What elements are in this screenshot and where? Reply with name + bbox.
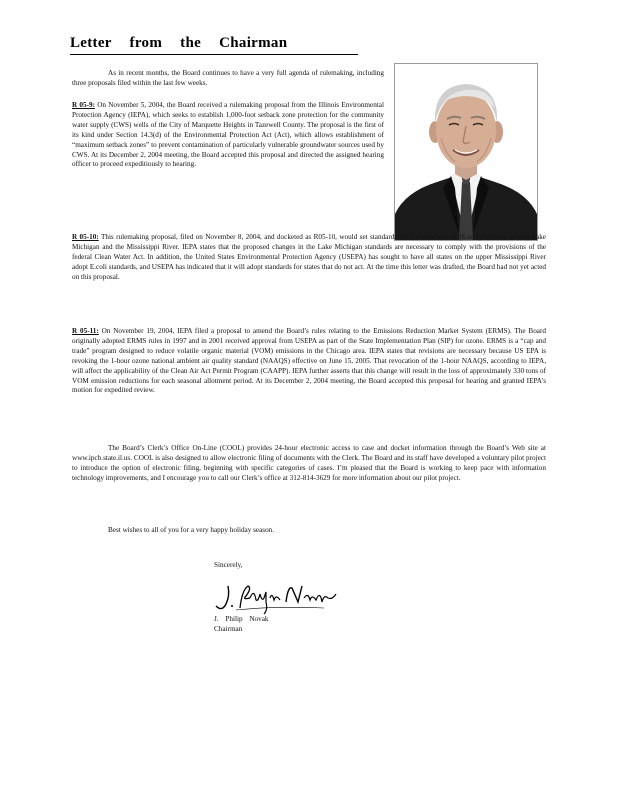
closing-block — [214, 560, 242, 570]
r05-9-tag: R 05-9: — [72, 101, 95, 109]
r05-9-paragraph — [72, 101, 384, 170]
r05-11-paragraph — [72, 327, 546, 396]
r05-9-text: On November 5, 2004, the Board received a rulemaking proposal from the Illinois Environmental Protection Agency (IEPA), which seeks to establish 1,000-foot setback zone protection for the community water supply (CWS) wells of the City of Marquette Heights in Tazewell County. The proposal is the first of its kind under Section 14.3(d) of the Environmental Protection Act (Act), which allows establishment of “maximum setback zones” to prevent contamination of particularly vulnerable groundwater sources used by CWS. At its December 2, 2004 meeting, the Board accepted this proposal and directed the assigned hearing officer to proceed expeditiously to hearing. — [72, 101, 384, 169]
r05-10-paragraph — [72, 233, 546, 283]
r05-10-tag: R 05-10: — [72, 233, 99, 241]
signer-block — [214, 614, 269, 634]
signer-title: Chairman — [214, 625, 243, 633]
signature-icon — [214, 580, 344, 616]
page-title: Letter from the Chairman — [70, 35, 288, 51]
r05-11-text: On November 19, 2004, IEPA filed a proposal to amend the Board’s rules relating to the Emissions Reduction Market System (ERMS). The Board originally adopted ERMS rules in 1997 and in 2001 received approval from USEPA as part of the State Implementation Plan (SIP) for ozone. ERMS is a “cap and trade” program designed to reduce volatile organic material (VOM) emissions in the Chicago area. IEPA states that revisions are necessary because US EPA is revoking the 1-hour ozone national ambient air quality standard (NAAQS) effective on June 15, 2005. That revocation of the 1-hour NAAQS, according to IEPA, will affect the applicability of the Clean Air Act Permit Program (CAAPP). IEPA further asserts that this change will result in the loss of approximately 330 tons of VOM emission reductions for each seasonal allotment period. At its December 2, 2004 meeting, the Board accepted this proposal for hearing and granted IEPA’s motion for expedited review. — [72, 327, 546, 395]
r05-11-tag: R 05-11: — [72, 327, 99, 335]
cool-paragraph — [72, 444, 546, 484]
wishes-text: Best wishes to all of you for a very happy holiday season. — [108, 526, 275, 534]
portrait-image — [395, 64, 537, 240]
closing-text: Sincerely, — [214, 561, 243, 569]
wishes-paragraph — [72, 526, 546, 536]
signer-name: J. Philip Novak — [214, 615, 269, 623]
title-underline — [70, 54, 358, 55]
cool-text: The Board’s Clerk’s Office On-Line (COOL) provides 24-hour electronic access to case and docket information through the Board’s Web site at www.ipcb.state.il.us. COOL is also designed to allow electronic filing of documents with the Clerk. The Board and its staff have developed a voluntary pilot project to introduce the option of electronic filing, beginning with specific categories of cases. I’m pleased that the Board is working to keep pace with information technology improvements, and I encourage you to call our Clerk’s office at 312-814-3629 for more information about our pilot project. — [72, 444, 546, 482]
r05-10-text: This rulemaking proposal, filed on November 8, 2004, and docketed as R05-10, would set standards for Escherichia coli (E.coli) bacteria in both Lake Michigan and the Mississippi River. IEPA states that the proposed changes in the Lake Michigan standards are necessary to comply with the provisions of the federal Clean Water Act. In addition, the United States Environmental Protection Agency (USEPA) has sought to have all states on the upper Mississippi River adopt E.coli standards, and USEPA has indicated that it will adopt standards for states that do not act. At the time this letter was drafted, the Board had not yet acted on this proposal. — [72, 233, 546, 281]
intro-text: As in recent months, the Board continues to have a very full agenda of rulemaking, including three proposals filed within the last few weeks. — [72, 69, 384, 87]
intro-paragraph — [72, 69, 384, 89]
chairman-portrait — [394, 63, 538, 241]
